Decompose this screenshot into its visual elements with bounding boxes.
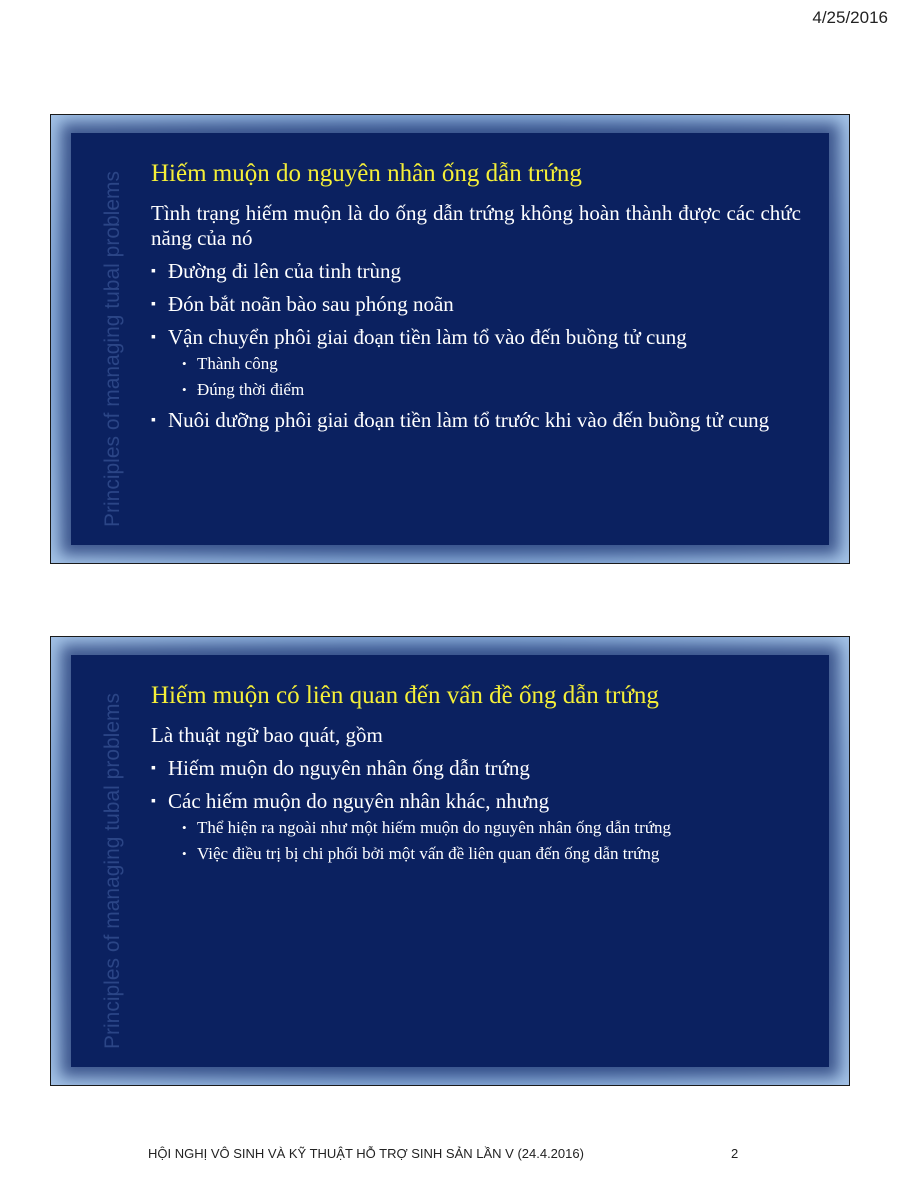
slide-2-intro: Là thuật ngữ bao quát, gồm (151, 723, 383, 747)
slide-1-bullet: ▪ Đường đi lên của tinh trùng (151, 259, 801, 284)
slide-2-bullet: ▪ Các hiếm muộn do nguyên nhân khác, nhưng (151, 789, 801, 814)
slide-2-bullet: ▪ Hiếm muộn do nguyên nhân ống dẫn trứng (151, 756, 801, 781)
slide-1-bullet: ▪ Nuôi dưỡng phôi giai đoạn tiền làm tổ trước khi vào đến buồng tử cung (151, 408, 801, 433)
slide-1-subbullet: • Đúng thời điểm (151, 379, 801, 400)
slide-2-subbullet: • Thể hiện ra ngoài như một hiếm muộn do nguyên nhân ống dẫn trứng (151, 817, 801, 838)
slide-2-title: Hiếm muộn có liên quan đến vấn đề ống dẫn trứng (151, 682, 659, 709)
slide-1-bullet: ▪ Đón bắt noãn bào sau phóng noãn (151, 292, 801, 317)
page-number: 2 (731, 1146, 739, 1161)
slide-2-side-text: Principles of managing tubal problems (101, 692, 124, 1050)
slide-1-title: Hiếm muộn do nguyên nhân ống dẫn trứng (151, 160, 582, 187)
slide-2 (50, 636, 850, 1086)
footer-text: HỘI NGHỊ VÔ SINH VÀ KỸ THUẬT HỖ TRỢ SINH SẢN LẦN V (24.4.2016) (148, 1146, 584, 1161)
slide-1-bullet: ▪ Vận chuyển phôi giai đoạn tiền làm tổ vào đến buồng tử cung (151, 325, 801, 350)
slide-1-subbullet: • Thành công (151, 353, 801, 374)
slide-1-content (151, 159, 801, 441)
slide-1-intro: Tình trạng hiếm muộn là do ống dẫn trứng không hoàn thành được các chức năng của nó (151, 201, 801, 250)
slide-1 (50, 114, 850, 564)
slide-2-content (151, 681, 801, 869)
header-date: 4/25/2016 (812, 8, 888, 27)
slide-2-subbullet: • Việc điều trị bị chi phối bởi một vấn đề liên quan đến ống dẫn trứng (151, 843, 801, 864)
slide-1-side-text: Principles of managing tubal problems (101, 170, 124, 528)
